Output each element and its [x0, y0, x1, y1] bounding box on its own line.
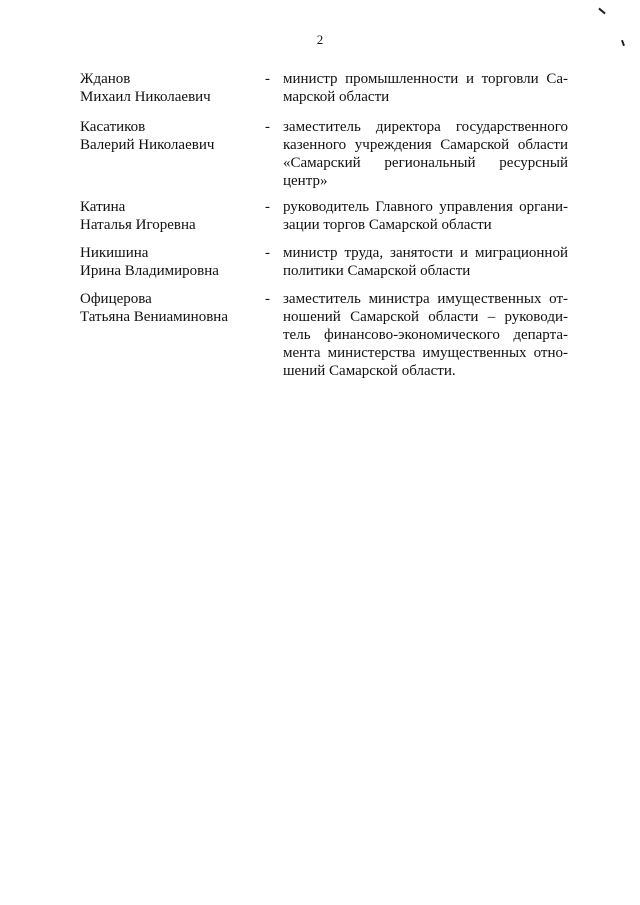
page-number: 2 — [316, 32, 324, 47]
position-line: руководитель Главного управления органи- — [283, 199, 568, 215]
position-line: тель финансово-экономического департа- — [283, 327, 568, 343]
separator-dash: - — [265, 291, 270, 307]
member-name — [80, 244, 260, 280]
member-name — [80, 290, 260, 326]
position-line: марской области — [283, 89, 390, 105]
position-line: заместитель министра имущественных от- — [283, 291, 568, 307]
member-position — [283, 198, 568, 234]
position-line: зации торгов Самарской области — [283, 217, 492, 233]
scan-mark — [598, 8, 605, 15]
member-position — [283, 70, 568, 106]
member-given-name: Михаил Николаевич — [80, 89, 211, 105]
separator-dash: - — [265, 199, 270, 215]
member-given-name: Валерий Николаевич — [80, 137, 215, 153]
position-line: министр труда, занятости и миграционной — [283, 245, 568, 261]
member-name — [80, 118, 260, 154]
separator-dash: - — [265, 245, 270, 261]
member-position — [283, 290, 568, 380]
position-line: министр промышленности и торговли Са- — [283, 71, 568, 87]
member-surname: Катина — [80, 199, 126, 215]
member-name — [80, 70, 260, 106]
position-line: мента министерства имущественных отно- — [283, 345, 568, 361]
member-surname: Никишина — [80, 245, 149, 261]
member-surname: Жданов — [80, 71, 131, 87]
member-position — [283, 244, 568, 280]
position-line: политики Самарской области — [283, 263, 471, 279]
member-position — [283, 118, 568, 190]
position-line: шений Самарской области. — [283, 363, 456, 379]
position-line: «Самарский региональный ресурсный — [283, 155, 568, 171]
position-line: ношений Самарской области – руководи- — [283, 309, 568, 325]
member-given-name: Татьяна Вениаминовна — [80, 309, 228, 325]
member-given-name: Ирина Владимировна — [80, 263, 219, 279]
member-given-name: Наталья Игоревна — [80, 217, 196, 233]
member-surname: Касатиков — [80, 119, 146, 135]
separator-dash: - — [265, 71, 270, 87]
position-line: казенного учреждения Самарской области — [283, 137, 568, 153]
position-line: центр» — [283, 173, 328, 189]
separator-dash: - — [265, 119, 270, 135]
position-line: заместитель директора государственного — [283, 119, 568, 135]
member-surname: Офицерова — [80, 291, 152, 307]
member-name — [80, 198, 260, 234]
